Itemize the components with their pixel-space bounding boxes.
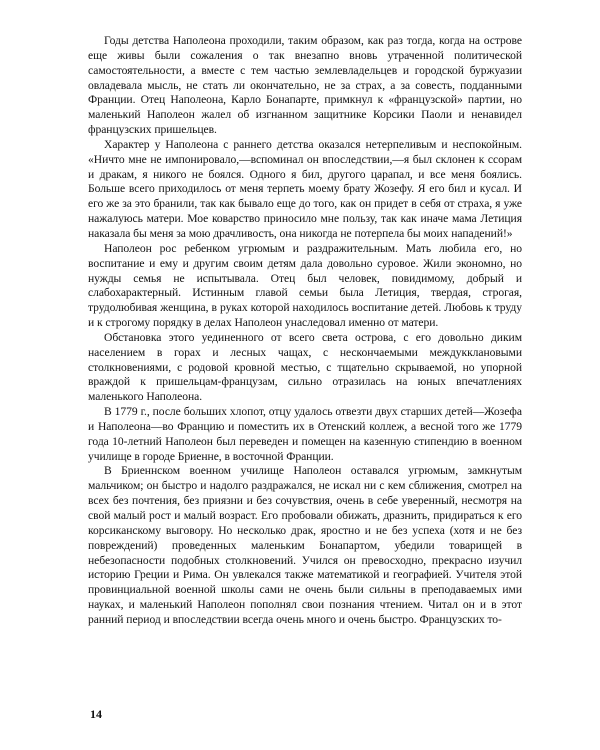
paragraph-5: В 1779 г., после больших хлопот, отцу удалось отвезти двух старших детей—Жозефа и Наполеона—во Францию и поместить их в Отенский коллеж, а весной того же 1779 года 10-летний Наполеон был переведен и помещен на казенную стипендию в военном училище в городе Бриенне, в восточной Франции. xyxy=(88,405,522,463)
paragraph-1: Годы детства Наполеона проходили, таким образом, как раз тогда, когда на острове еще живы были сожаления о так внезапно вновь утраченной политической самостоятельности, а вместе с тем частью землевладельцев и городской буржуазии овладевала мысль, не стать ли окончательно, не за страх, а за совесть, подданными Франции. Отец Наполеона, Карло Бонапарте, примкнул к «французской» партии, но маленький Наполеон жалел об изгнанном защитнике Корсики Паоли и ненавидел французских пришельцев. xyxy=(88,34,522,137)
paragraph-6: В Бриеннском военном училище Наполеон оставался угрюмым, замкнутым мальчиком; он быстро и надолго раздражался, не искал ни с кем сближения, смотрел на всех без почтения, без приязни и без сочувствия, очень в себе уверенный, несмотря на свой малый рост и малый возраст. Его пробовали обижать, дразнить, придираться к его корсиканскому выговору. Но несколько драк, яростно и не без успеха (хотя и не без повреждений) проведенных маленьким Бонапартом, убедили товарищей в небезопасности подобных столкновений. Учился он превосходно, прекрасно изучил историю Греции и Рима. Он увлекался также математикой и географией. Учителя этой провинциальной военной школы сами не очень были сильны в преподаваемых ими науках, и маленький Наполеон пополнял свои познания чтением. Читал он и в этот ранний период и впоследствии всегда очень много и очень быстро. Французских то- xyxy=(88,464,522,626)
paragraph-4: Обстановка этого уединенного от всего света острова, с его довольно диким населением в горах и лесных чащах, с нескончаемыми междукклановыми столкновениями, с родовой кровной местью, с тщательно скрываемой, но упорной враждой к пришельцам-французам, сильно отразилась на юных впечатлениях маленького Наполеона. xyxy=(88,330,522,404)
paragraph-3: Наполеон рос ребенком угрюмым и раздражительным. Мать любила его, но воспитание и ему и другим своим детям дала довольно суровое. Жили экономно, но нужды семья не испытывала. Отец был человек, повидимому, добрый и слабохарактерный. Истинным главой семьи была Летиция, твердая, строгая, трудолюбивая женщина, в руках которой находилось воспитание детей. Любовь к труду и к строгому порядку в делах Наполеон унаследовал именно от матери. xyxy=(88,241,522,330)
body-text xyxy=(88,34,522,628)
paragraph-2: Характер у Наполеона с раннего детства оказался нетерпеливым и неспокойным. «Ничто мне не импонировало,—вспоминал он впоследствии,—я был склонен к ссорам и дракам, я никого не боялся. Одного я бил, другого царапал, и все меня боялись. Больше всего приходилось от меня терпеть моему брату Жозефу. Я его бил и кусал. И его же за это бранили, так как бывало еще до того, как он придет в себя от страха, я уже нажалуюсь матери. Мое коварство приносило мне пользу, так как иначе мама Летиция наказала бы меня за мою драчливость, она никогда не потерпела бы моих нападений!» xyxy=(88,137,522,240)
page-number: 14 xyxy=(90,707,102,721)
